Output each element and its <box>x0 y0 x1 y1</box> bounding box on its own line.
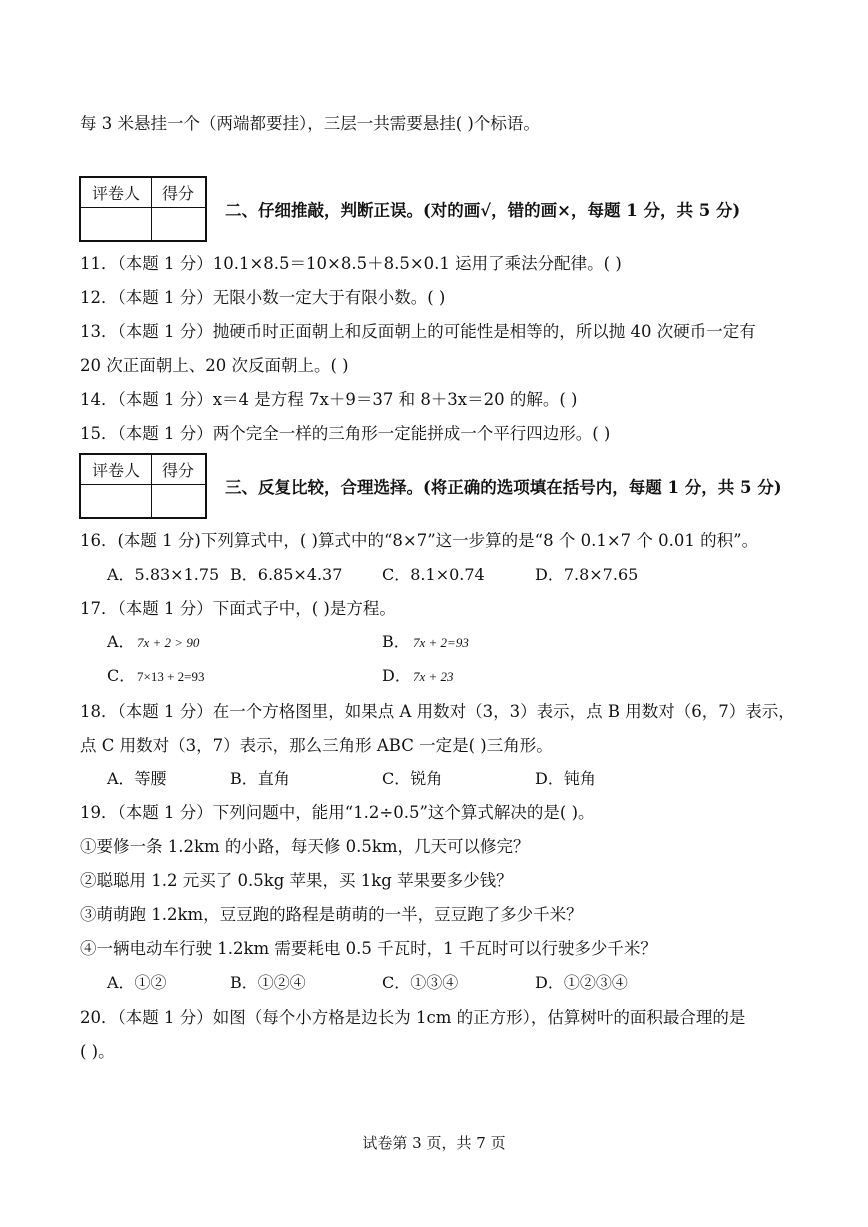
q17-option-b-label: B． <box>382 632 410 651</box>
question-18-line2: 点 C 用数对（3，7）表示，那么三角形 ABC 一定是( )三角形。 <box>80 736 553 755</box>
q18-option-a: A．等腰 <box>107 769 167 788</box>
q19-item-1: ①要修一条 1.2km 的小路，每天修 0.5km，几天可以修完？ <box>80 837 530 856</box>
question-13-line2: 20 次正面朝上、20 次反面朝上。( ) <box>80 356 349 375</box>
q16-option-d: D．7.8×7.65 <box>535 565 639 584</box>
question-15: 15．（本题 1 分）两个完全一样的三角形一定能拼成一个平行四边形。( ) <box>80 424 611 443</box>
q19-option-a: A．①② <box>107 973 167 992</box>
question-12: 12．（本题 1 分）无限小数一定大于有限小数。( ) <box>80 288 446 307</box>
q19-option-c: C．①③④ <box>382 973 459 992</box>
q17-option-c-label: C． <box>107 666 136 685</box>
q18-option-b: B．直角 <box>230 769 290 788</box>
question-20-line2: ( )。 <box>80 1042 115 1061</box>
q18-option-c: C．锐角 <box>382 769 443 788</box>
q17-option-c-expr: 7×13 + 2=93 <box>137 669 205 684</box>
question-11: 11．（本题 1 分）10.1×8.5＝10×8.5＋8.5×0.1 运用了乘法分配律。( ) <box>80 254 622 273</box>
section3-title: 三、反复比较，合理选择。(将正确的选项填在括号内，每题 1 分，共 5 分) <box>225 478 782 497</box>
q17-option-d-expr: 7x + 23 <box>413 669 454 684</box>
reviewer-label: 评卷人 <box>91 461 140 480</box>
q17-option-d-label: D． <box>382 666 411 685</box>
page-footer: 试卷第 3 页，共 7 页 <box>362 1134 506 1152</box>
q16-option-b: B．6.85×4.37 <box>230 565 343 584</box>
section2-title: 二、仔细推敲，判断正误。(对的画√，错的画×，每题 1 分，共 5 分) <box>225 201 741 220</box>
reviewer-label: 评卷人 <box>91 184 140 203</box>
q17-option-a-label: A． <box>107 632 135 651</box>
q17-option-b-expr: 7x + 2=93 <box>413 635 469 650</box>
q16-option-c: C．8.1×0.74 <box>382 565 485 584</box>
q19-option-d: D．①②③④ <box>535 973 628 992</box>
score-box-section2 <box>79 176 207 242</box>
question-20-line1: 20．（本题 1 分）如图（每个小方格是边长为 1cm 的正方形），估算树叶的面积最合理的是 <box>80 1008 746 1027</box>
score-box-section3 <box>79 453 207 519</box>
score-box-divider <box>81 207 205 208</box>
question-18-line1: 18．（本题 1 分）在一个方格图里，如果点 A 用数对（3，3）表示，点 B 用数对（6，7）表示， <box>80 702 795 721</box>
q17-option-a-expr: 7x + 2 > 90 <box>137 635 200 650</box>
score-label: 得分 <box>161 184 194 203</box>
question-14: 14．（本题 1 分）x＝4 是方程 7x＋9＝37 和 8＋3x＝20 的解。( ) <box>80 390 578 409</box>
q19-item-4: ④一辆电动车行驶 1.2km 需要耗电 0.5 千瓦时，1 千瓦时可以行驶多少千米？ <box>80 939 657 958</box>
score-box-divider <box>81 484 205 485</box>
q19-option-b: B．①②④ <box>230 973 306 992</box>
score-label: 得分 <box>161 461 194 480</box>
question-19: 19．（本题 1 分）下列问题中，能用“1.2÷0.5”这个算式解决的是( )。 <box>80 803 595 822</box>
q19-item-3: ③萌萌跑 1.2km，豆豆跑的路程是萌萌的一半，豆豆跑了多少千米？ <box>80 905 583 924</box>
intro-line: 每 3 米悬挂一个（两端都要挂），三层一共需要悬挂( )个标语。 <box>80 114 540 133</box>
q18-option-d: D．钝角 <box>535 769 596 788</box>
question-17: 17．（本题 1 分）下面式子中，( )是方程。 <box>80 599 396 618</box>
q16-option-a: A．5.83×1.75 <box>107 565 220 584</box>
question-13-line1: 13．（本题 1 分）抛硬币时正面朝上和反面朝上的可能性是相等的，所以抛 40 次硬币一定有 <box>80 322 756 341</box>
question-16: 16．(本题 1 分)下列算式中，( )算式中的“8×7”这一步算的是“8 个 0.1×7 个 0.01 的积”。 <box>80 531 759 550</box>
q19-item-2: ②聪聪用 1.2 元买了 0.5kg 苹果，买 1kg 苹果要多少钱？ <box>80 871 513 890</box>
